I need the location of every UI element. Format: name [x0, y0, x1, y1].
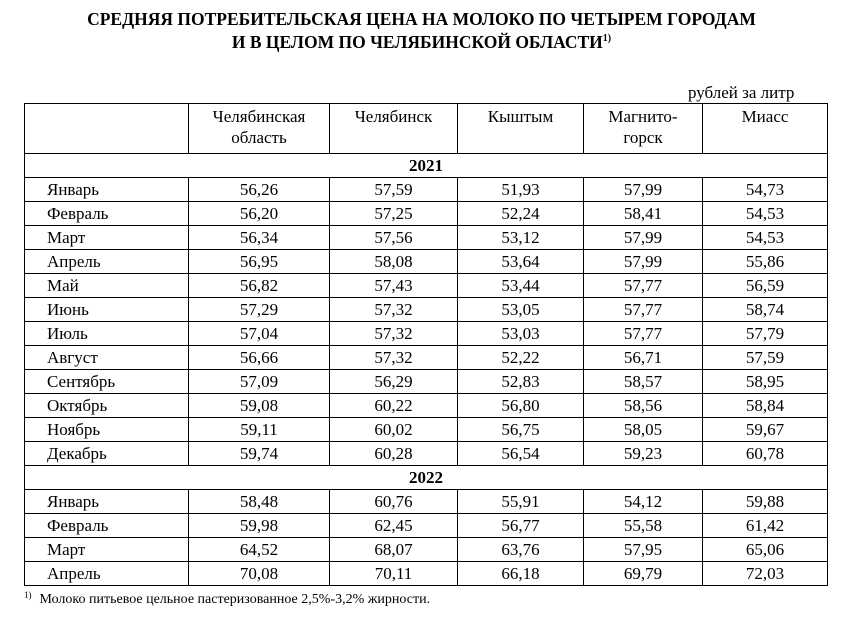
table-row — [25, 274, 828, 298]
month-cell: Сентябрь — [25, 370, 189, 394]
table-header-row — [25, 104, 828, 154]
price-cell: 58,56 — [584, 394, 703, 418]
month-cell: Март — [25, 226, 189, 250]
table-row — [25, 226, 828, 250]
month-cell: Апрель — [25, 250, 189, 274]
column-header — [189, 104, 330, 154]
price-cell: 54,53 — [703, 226, 828, 250]
price-cell: 56,82 — [189, 274, 330, 298]
price-cell: 59,74 — [189, 442, 330, 466]
month-cell: Октябрь — [25, 394, 189, 418]
month-cell: Декабрь — [25, 442, 189, 466]
column-header — [458, 104, 584, 154]
price-cell: 72,03 — [703, 562, 828, 586]
price-cell: 58,08 — [330, 250, 458, 274]
column-header — [25, 104, 189, 154]
price-cell: 56,29 — [330, 370, 458, 394]
table-row — [25, 418, 828, 442]
price-cell: 59,23 — [584, 442, 703, 466]
year-label: 2021 — [25, 154, 828, 178]
price-cell: 52,24 — [458, 202, 584, 226]
price-cell: 52,83 — [458, 370, 584, 394]
price-cell: 56,20 — [189, 202, 330, 226]
table-row — [25, 514, 828, 538]
year-row — [25, 154, 828, 178]
price-cell: 57,99 — [584, 178, 703, 202]
price-cell: 58,74 — [703, 298, 828, 322]
price-cell: 57,77 — [584, 298, 703, 322]
price-cell: 56,54 — [458, 442, 584, 466]
price-cell: 51,93 — [458, 178, 584, 202]
month-cell: Июль — [25, 322, 189, 346]
price-cell: 64,52 — [189, 538, 330, 562]
price-cell: 59,08 — [189, 394, 330, 418]
price-cell: 57,99 — [584, 226, 703, 250]
title-footnote-mark: 1) — [602, 33, 612, 44]
price-cell: 56,71 — [584, 346, 703, 370]
price-cell: 59,98 — [189, 514, 330, 538]
price-cell: 56,75 — [458, 418, 584, 442]
price-cell: 57,25 — [330, 202, 458, 226]
price-cell: 56,26 — [189, 178, 330, 202]
price-cell: 57,32 — [330, 346, 458, 370]
price-cell: 58,41 — [584, 202, 703, 226]
footnote-mark: 1) — [24, 590, 32, 600]
price-cell: 57,56 — [330, 226, 458, 250]
table-row — [25, 394, 828, 418]
price-cell: 53,12 — [458, 226, 584, 250]
table-row — [25, 322, 828, 346]
month-cell: Февраль — [25, 514, 189, 538]
price-cell: 53,44 — [458, 274, 584, 298]
column-header-line: Миасс — [741, 107, 789, 126]
price-cell: 62,45 — [330, 514, 458, 538]
price-cell: 70,11 — [330, 562, 458, 586]
price-cell: 54,73 — [703, 178, 828, 202]
table-row — [25, 538, 828, 562]
month-cell: Февраль — [25, 202, 189, 226]
price-cell: 55,58 — [584, 514, 703, 538]
title-line-1: СРЕДНЯЯ ПОТРЕБИТЕЛЬСКАЯ ЦЕНА НА МОЛОКО ПО ЧЕТЫРЕМ ГОРОДАМ — [87, 9, 756, 29]
column-header-line: Магнито- — [608, 107, 678, 126]
price-cell: 57,99 — [584, 250, 703, 274]
year-label: 2022 — [25, 466, 828, 490]
column-header — [330, 104, 458, 154]
price-cell: 56,59 — [703, 274, 828, 298]
price-cell: 55,86 — [703, 250, 828, 274]
price-cell: 61,42 — [703, 514, 828, 538]
table-body — [25, 154, 828, 586]
title-line-2 — [0, 31, 843, 54]
column-header-line: Челябинская — [212, 107, 306, 126]
price-cell: 68,07 — [330, 538, 458, 562]
price-cell: 56,95 — [189, 250, 330, 274]
price-cell: 55,91 — [458, 490, 584, 514]
year-row — [25, 466, 828, 490]
price-cell: 58,05 — [584, 418, 703, 442]
price-cell: 58,95 — [703, 370, 828, 394]
table-row — [25, 370, 828, 394]
price-cell: 54,53 — [703, 202, 828, 226]
price-cell: 53,64 — [458, 250, 584, 274]
price-cell: 53,05 — [458, 298, 584, 322]
unit-label: рублей за литр — [688, 83, 795, 102]
price-cell: 57,09 — [189, 370, 330, 394]
column-header — [703, 104, 828, 154]
price-cell: 69,79 — [584, 562, 703, 586]
price-cell: 65,06 — [703, 538, 828, 562]
document-title — [0, 8, 843, 54]
price-cell: 63,76 — [458, 538, 584, 562]
price-cell: 60,22 — [330, 394, 458, 418]
price-cell: 60,28 — [330, 442, 458, 466]
price-cell: 57,79 — [703, 322, 828, 346]
column-header-line: Кыштым — [487, 107, 554, 126]
month-cell: Май — [25, 274, 189, 298]
price-cell: 57,77 — [584, 274, 703, 298]
price-cell: 60,78 — [703, 442, 828, 466]
month-cell: Март — [25, 538, 189, 562]
table-row — [25, 298, 828, 322]
price-cell: 57,77 — [584, 322, 703, 346]
price-table — [24, 103, 828, 586]
price-cell: 58,48 — [189, 490, 330, 514]
price-cell: 59,88 — [703, 490, 828, 514]
price-cell: 53,03 — [458, 322, 584, 346]
month-cell: Август — [25, 346, 189, 370]
column-header — [584, 104, 703, 154]
footnote-text: Молоко питьевое цельное пастеризованное 2,5%-3,2% жирности. — [39, 592, 431, 607]
table-row — [25, 346, 828, 370]
month-cell: Ноябрь — [25, 418, 189, 442]
price-cell: 60,02 — [330, 418, 458, 442]
footnote — [24, 592, 430, 608]
table-row — [25, 202, 828, 226]
price-cell: 70,08 — [189, 562, 330, 586]
price-cell: 56,66 — [189, 346, 330, 370]
table-row — [25, 178, 828, 202]
table-row — [25, 562, 828, 586]
column-header-line: Челябинск — [354, 107, 433, 126]
price-cell: 66,18 — [458, 562, 584, 586]
table-row — [25, 490, 828, 514]
table-row — [25, 250, 828, 274]
price-cell: 57,95 — [584, 538, 703, 562]
price-cell: 57,43 — [330, 274, 458, 298]
column-header-line: область — [231, 128, 287, 147]
month-cell: Июнь — [25, 298, 189, 322]
price-cell: 57,29 — [189, 298, 330, 322]
price-cell: 59,11 — [189, 418, 330, 442]
month-cell: Январь — [25, 178, 189, 202]
price-cell: 58,84 — [703, 394, 828, 418]
price-cell: 57,59 — [330, 178, 458, 202]
price-cell: 60,76 — [330, 490, 458, 514]
month-cell: Январь — [25, 490, 189, 514]
price-cell: 57,59 — [703, 346, 828, 370]
price-cell: 57,32 — [330, 322, 458, 346]
price-cell: 54,12 — [584, 490, 703, 514]
month-cell: Апрель — [25, 562, 189, 586]
price-cell: 57,04 — [189, 322, 330, 346]
price-cell: 57,32 — [330, 298, 458, 322]
price-cell: 59,67 — [703, 418, 828, 442]
price-cell: 56,77 — [458, 514, 584, 538]
price-cell: 56,80 — [458, 394, 584, 418]
price-cell: 52,22 — [458, 346, 584, 370]
column-header-line: горск — [623, 128, 663, 147]
price-cell: 56,34 — [189, 226, 330, 250]
price-cell: 58,57 — [584, 370, 703, 394]
table-row — [25, 442, 828, 466]
title-line-2-text: И В ЦЕЛОМ ПО ЧЕЛЯБИНСКОЙ ОБЛАСТИ — [231, 32, 603, 52]
